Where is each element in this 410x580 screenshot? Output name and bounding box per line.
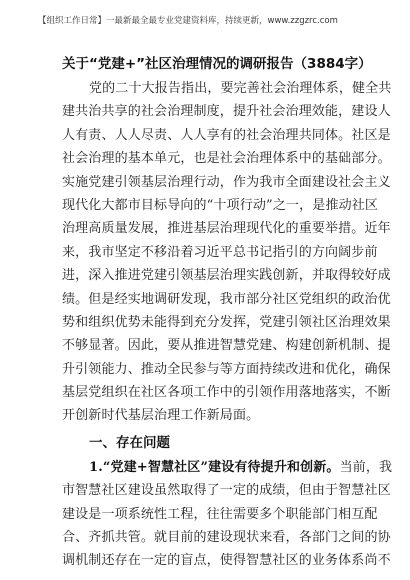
paragraph-line: 不够显著。因此，要从推进智慧党建、构建创新机制、提 [62,338,391,354]
paragraph-line: 实施党建引领基层治理行动，作为我市全面建设社会主义 [62,174,391,190]
paragraph-line: 市智慧社区建设虽然取得了一定的成绩，但由于智慧社区 [62,483,391,499]
paragraph-line: 升引领能力、推动全民参与等方面持续改进和优化，确保 [62,361,391,377]
section-heading: 一、存在问题 [89,434,170,451]
paragraph-line: 治理高质量发展，推进基层治理现代化的重要举措。近年 [62,221,391,237]
subsection-first-line [62,456,393,479]
page-header: 【组织工作日常】一最新最全最专业党建资料库，持续更新，www.zzgzrc.com [38,16,338,26]
paragraph-line: 势和组织优势未能得到充分发挥，党建引领社区治理效果 [62,314,391,330]
paragraph-line: 现代化大都市目标导向的“十项行动”之一，是推动社区 [62,197,379,213]
paragraph-line: 人有责、人人尽责、人人享有的社会治理共同体。社区是 [62,127,391,143]
subsection-label: 1.“党建+智慧社区”建设有待提升和创新。 [89,459,340,475]
paragraph-line: 绩。但是经实地调研发现，我市部分社区党组织的政治优 [62,291,391,307]
paragraph-line: 进，深入推进党建引领基层治理实践创新，并取得较好成 [62,268,391,284]
paragraph-line: 建共治共享的社会治理制度，提升社会治理效能，建设人 [62,104,391,120]
paragraph-line: 合、齐抓共管。就目前的建设现状来看，各部门之间的协 [62,530,391,546]
paragraph-line: 党的二十大报告指出，要完善社会治理体系，健全共 [89,81,392,96]
paragraph-line: 来，我市坚定不移沿着习近平总书记指引的方向阔步前 [62,244,378,260]
paragraph-line: 社会治理的基本单元，也是社会治理体系中的基础部分。 [62,151,391,167]
paragraph-line: 开创新时代基层治理工作新局面。 [62,408,260,424]
paragraph-line: 基层党组织在社区各项工作中的引领作用落地落实，不断 [62,385,391,401]
paragraph-line: 建设是一项系统性工程，往往需要多个职能部门相互配 [62,506,378,522]
subsection-line-rest: 当前，我 [339,459,393,475]
document-body [62,77,393,573]
document-title: 关于“党建+”社区治理情况的调研报告（3884字） [62,56,372,72]
paragraph-line: 调机制还存在一定的盲点，使得智慧社区的业务体系尚不 [62,553,391,569]
